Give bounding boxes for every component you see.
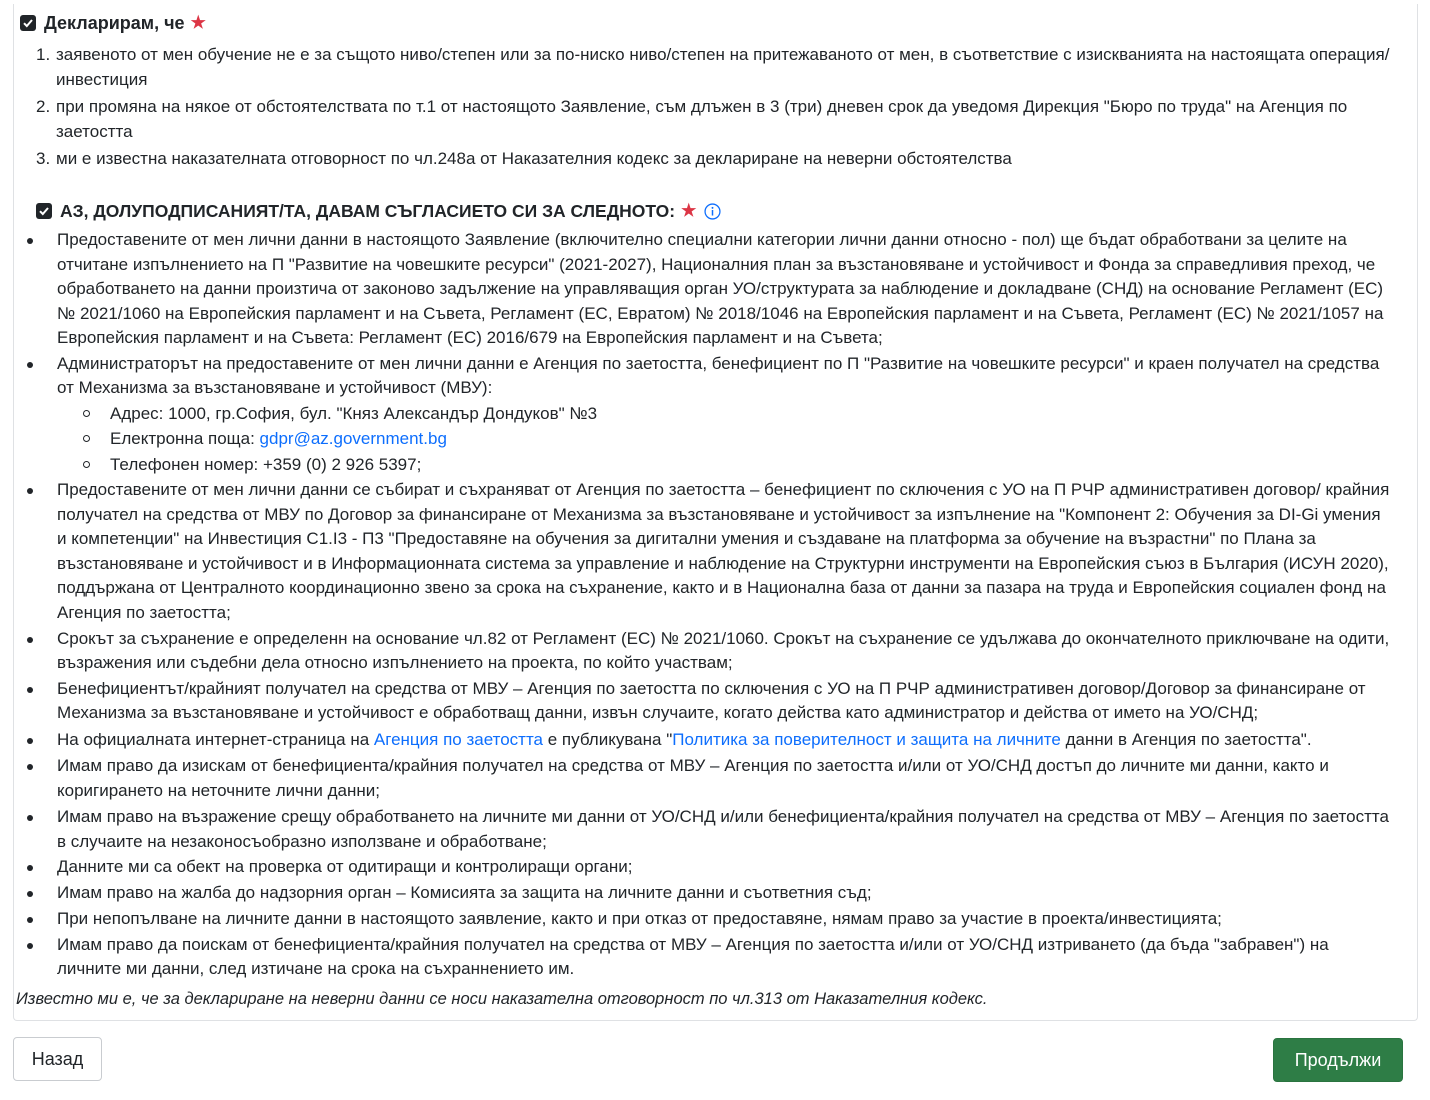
- checkmark-icon: [38, 205, 50, 217]
- declaration-header: [20, 10, 1416, 36]
- list-item: 1. заявеното от мен обучение не е за същото ниво/степен или за по-ниско ниво/степен на притежаваното от мен, в съответствие с изискванията на настоящата операция/инвестиция: [36, 45, 1390, 89]
- list-item: Имам право на възражение срещу обработването на личните ми данни от УО/СНД и/или бенефициента/крайния получател на средства от МВУ – Агенция по заетостта в случаите на незаконосъобразно използване и обработване;: [20, 805, 1390, 854]
- list-item: 2. при промяна на някое от обстоятелствата по т.1 от настоящото Заявление, съм длъжен в 3 (три) дневен срок да уведомя Дирекция "Бюро по труда" на Агенция по заетостта: [36, 97, 1348, 141]
- contact-address: Адрес: 1000, гр.София, бул. "Княз Александър Дондуков" №3: [57, 401, 1390, 427]
- list-item: На официалната интернет-страница на Агенция по заетостта е публикувана "Политика за поверителност и защита на личните данни в Агенция по заетостта".: [20, 728, 1390, 753]
- info-circle-icon[interactable]: [704, 203, 721, 220]
- checkmark-icon: [22, 17, 34, 29]
- back-button[interactable]: Назад: [13, 1037, 102, 1081]
- list-item: Администраторът на предоставените от мен лични данни е Агенция по заетостта, бенефициент по П "Развитие на човешките ресурси" и краен получател на средства от Механизма за възстановяване и устойчивост (МВУ): Адрес: 1000, гр.София, бул. "Княз Александър Дондуков" №3 Електронна поща: gdpr@az.government.bg Телефонен номер: +359 (0) 2 926 5397;: [20, 352, 1390, 478]
- list-item: Имам право да поискам от бенефициента/крайния получател на средства от МВУ – Агенция по заетостта и/или от УО/СНД изтриването (да бъда "забравен") на личните ми данни, след изтичане на срока на съхраннението им.: [20, 933, 1390, 982]
- list-item: Срокът за съхранение е определенн на основание чл.82 от Регламент (ЕС) № 2021/1060. Срокът на съхранение се удължава до окончателното приключване на одити, възражения или съдебни дела относно изпълнението на проекта, по който участвам;: [20, 627, 1390, 676]
- declaration-checkbox[interactable]: [20, 15, 36, 31]
- contact-phone: Телефонен номер: +359 (0) 2 926 5397;: [57, 452, 1390, 478]
- declaration-section: [20, 10, 1416, 173]
- list-item: Предоставените от мен лични данни в настоящото Заявление (включително специални категории лични данни относно - пол) ще бъдат обработвани за целите на отчитане изпълнението на П "Развитие на човешките ресурси" (2021-2027), Националния план за възстановяване и устойчивост и Фонда за справедливия преход, че обработването на данни произтича от законово задължение на управляващия орган УО/структурата за наблюдение и докладване (СНД) на основание Регламент (ЕС) № 2021/1060 на Европейския парламент и на Съвета, Регламент (ЕС, Евратом) № 2018/1046 на Европейския парламент и на Съвета, Регламент (ЕС) № 2021/1057 на Европейския парламент и на Съвета: Регламент (ЕС) 2016/679 на Европейския парламент и на Съвета;: [20, 228, 1390, 351]
- consent-section: [20, 198, 1390, 983]
- list-item: Данните ми са обект на проверка от одитиращи и контролиращи органи;: [20, 855, 1390, 880]
- list-item: Предоставените от мен лични данни се събират и съхраняват от Агенция по заетостта – бенефициент по сключения с УО на П РЧР административен договор/ крайния получател на средства от МВУ по Договор за финансиране от Механизма за възстановяване и устойчивост за изпълнение на "Компонент 2: Обучения за DI-Gi умения и компетенции" на Инвестиция С1.I3 - П3 "Предоставяне на обучения за дигитални умения и създаване на платформа за обучение на възрастни" по Плана за възстановяване и устойчивост и в Информационната система за управление и наблюдение на Структурни инструменти на Европейския съюз в България (ИСУН 2020), поддържана от Централното координационно звено за срока на съхранение, както и в Национална база от данни за пазара на труда и Европейския социален фонд на Агенция по заетостта;: [20, 478, 1390, 625]
- list-item: 3. ми е известна наказателната отговорност по чл.248а от Наказателния кодекс за деклариране на неверни обстоятелства: [36, 149, 1012, 168]
- list-item: Имам право да изискам от бенефициента/крайния получател на средства от МВУ – Агенция по заетостта и/или от УО/СНД достъп до личните ми данни, както и коригирането на неточните лични данни;: [20, 754, 1390, 803]
- declaration-title: Декларирам, че: [44, 13, 185, 33]
- consent-checkbox[interactable]: [36, 203, 52, 219]
- legal-note: Известно ми е, че за деклариране на неверни данни се носи наказателна отговорност по чл.313 от Наказателния кодекс.: [16, 990, 988, 1008]
- declaration-list: [20, 42, 1416, 171]
- privacy-policy-link[interactable]: Политика за поверителност и защита на личните: [672, 729, 1061, 749]
- contact-list: [57, 401, 1390, 478]
- required-star-icon: ★: [681, 201, 697, 220]
- list-item: Имам право на жалба до надзорния орган – Комисията за защита на личните данни и съответния съд;: [20, 881, 1390, 906]
- consent-header: [36, 198, 1390, 224]
- required-star-icon: ★: [190, 13, 206, 32]
- email-link[interactable]: gdpr@az.government.bg: [259, 429, 447, 449]
- contact-email: Електронна поща: gdpr@az.government.bg: [57, 426, 1390, 452]
- continue-button[interactable]: Продължи: [1273, 1038, 1403, 1082]
- list-item: При непопълване на личните данни в настоящото заявление, както и при отказ от предоставяне, нямам право за участие в проекта/инвестицията;: [20, 907, 1390, 932]
- employment-agency-link[interactable]: Агенция по заетостта: [373, 729, 544, 749]
- list-item: Бенефициентът/крайният получател на средства от МВУ – Агенция по заетостта по сключения с УО на П РЧР административен договор/Договор за финансиране от Механизма за възстановяване и устойчивост е обработващ данни, извън случаите, когато действа като администратор и действа от името на УО/СНД;: [20, 677, 1390, 726]
- consent-list: [20, 228, 1390, 982]
- consent-title: АЗ, ДОЛУПОДПИСАНИЯТ/ТА, ДАВАМ СЪГЛАСИЕТО СИ ЗА СЛЕДНОТО:: [60, 201, 676, 221]
